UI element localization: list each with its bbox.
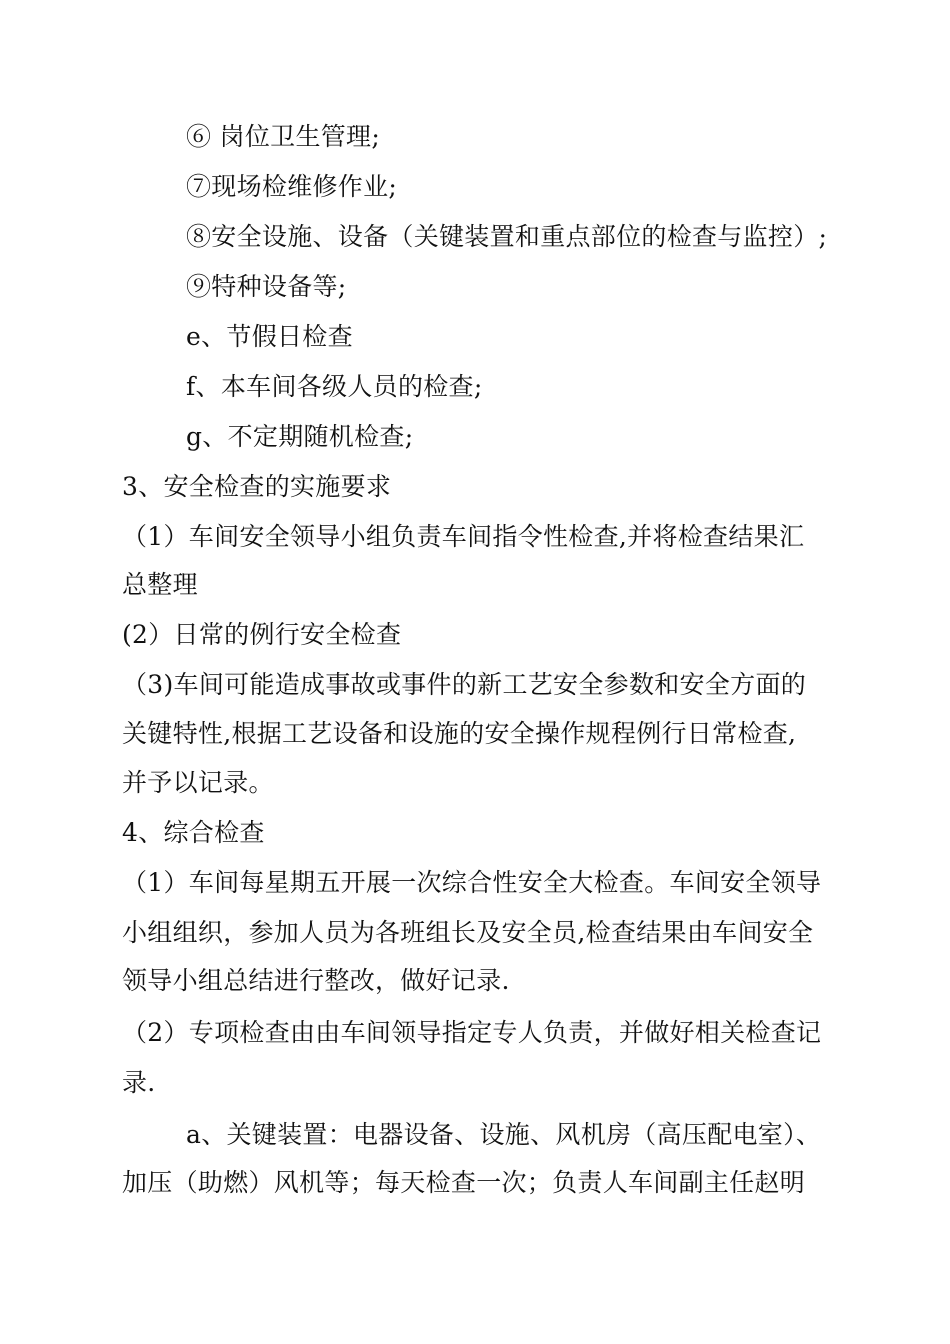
section-heading-4: 4、综合检查 [122, 818, 265, 847]
paragraph-3-2: (2）日常的例行安全检查 [122, 620, 402, 649]
paragraph-a-line-2: 加压（助燃）风机等；每天检查一次；负责人车间副主任赵明 [122, 1168, 806, 1197]
paragraph-3-1-line-1: （1）车间安全领导小组负责车间指令性检查,并将检查结果汇 [122, 522, 805, 551]
list-item-f-staff-check: f、本车间各级人员的检查; [186, 372, 483, 401]
list-item-6-hygiene: ⑥ 岗位卫生管理; [186, 122, 381, 151]
list-item-8-safety-facilities: ⑧安全设施、设备（关键装置和重点部位的检查与监控）; [186, 222, 828, 251]
paragraph-4-1-line-3: 领导小组总结进行整改，做好记录. [122, 966, 510, 995]
paragraph-3-1-line-2: 总整理 [122, 570, 198, 599]
list-item-7-maintenance: ⑦现场检维修作业; [186, 172, 398, 201]
paragraph-3-3-line-2: 关键特性,根据工艺设备和设施的安全操作规程例行日常检查, [122, 719, 797, 748]
paragraph-3-3-line-1: （3)车间可能造成事故或事件的新工艺安全参数和安全方面的 [122, 670, 807, 699]
paragraph-4-1-line-2: 小组组织，参加人员为各班组长及安全员,检查结果由车间安全 [122, 918, 814, 947]
paragraph-a-line-1: a、关键装置：电器设备、设施、风机房（高压配电室）、 [186, 1120, 822, 1149]
paragraph-4-1-line-1: （1）车间每星期五开展一次综合性安全大检查。车间安全领导 [122, 868, 822, 897]
list-item-g-random-check: g、不定期随机检查; [186, 422, 414, 451]
paragraph-4-2-line-2: 录. [122, 1068, 156, 1097]
paragraph-4-2-line-1: （2）专项检查由由车间领导指定专人负责，并做好相关检查记 [122, 1018, 822, 1047]
list-item-e-holiday-check: e、节假日检查 [186, 322, 353, 351]
list-item-9-special-equipment: ⑨特种设备等; [186, 272, 347, 301]
paragraph-3-3-line-3: 并予以记录。 [122, 768, 274, 797]
section-heading-3: 3、安全检查的实施要求 [122, 472, 392, 501]
